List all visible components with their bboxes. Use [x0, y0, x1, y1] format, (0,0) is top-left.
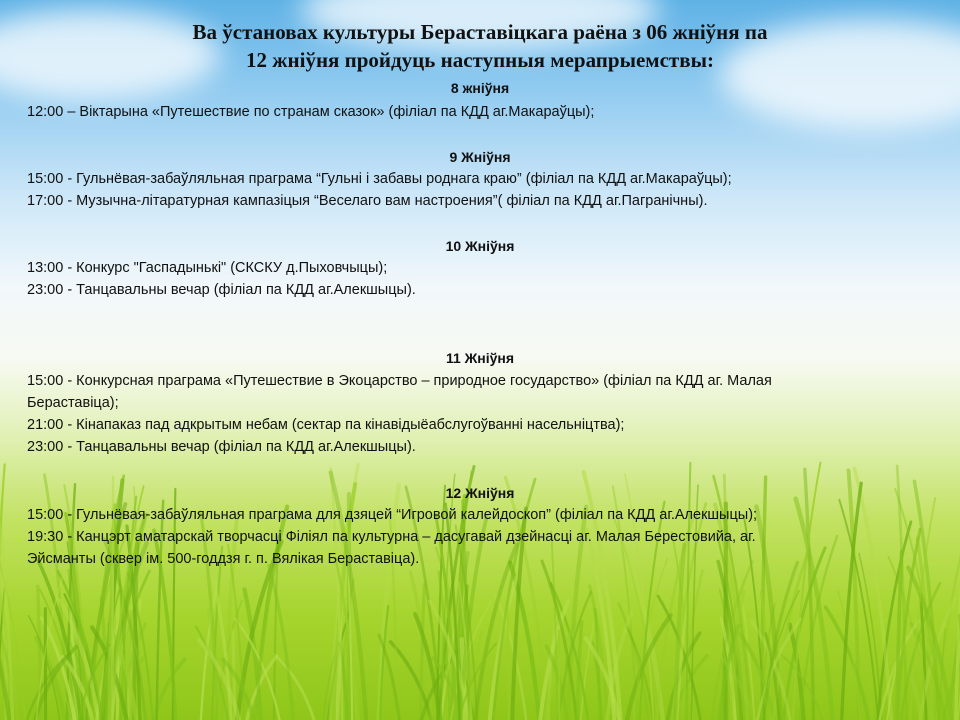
slide-title-line-2: 12 жніўня пройдуць наступныя мерапрыемствы:	[246, 48, 714, 72]
event-line: 15:00 - Гульнёвая-забаўляльная праграма “Гульні і забавы роднага краю” (філіал па КДД аг.Макараўцы);	[27, 171, 732, 187]
event-line: 13:00 - Конкурс "Гаспадынькі" (СКСКУ д.Пыховчыцы);	[27, 260, 388, 276]
slide-title-line-1: Ва ўстановах культуры Бераставіцкага раёна з 06 жніўня па	[192, 20, 768, 44]
day-heading: 10 Жніўня	[445, 238, 515, 254]
event-line: 23:00 - Танцавальны вечар (філіал па КДД аг.Алекшыцы).	[27, 282, 416, 298]
event-line: 15:00 - Гульнёвая-забаўляльная праграма для дзяцей “Игровой калейдоскоп” (філіал па КДД аг.Алекшыцы);	[27, 507, 758, 523]
event-line: 23:00 - Танцавальны вечар (філіал па КДД аг.Алекшыцы).	[27, 439, 416, 455]
day-heading: 9 Жніўня	[449, 149, 511, 165]
day-heading: 8 жніўня	[450, 80, 510, 96]
event-line: 19:30 - Канцэрт аматарскай творчасці Філіял па культурна – дасугавай дзейнасці аг. Малая Берестовийа, аг.	[27, 529, 756, 545]
event-line: 15:00 - Конкурсная праграма «Путешествие в Экоцарство – природное государство» (філіал па КДД аг. Малая	[27, 373, 772, 389]
event-line: 17:00 - Музычна-літаратурная кампазіцыя “Веселаго вам настроения”( філіал па КДД аг.Пагранічны).	[27, 193, 708, 209]
day-heading: 11 Жніўня	[445, 350, 515, 366]
event-line: 12:00 – Віктарына «Путешествие по странам сказок» (філіал па КДД аг.Макараўцы);	[27, 104, 595, 120]
event-line: Эйсманты (сквер ім. 500-годдзя г. п. Вялікая Бераставіца).	[27, 551, 420, 567]
event-line: 21:00 - Кінапаказ пад адкрытым небам (сектар па кінавідыёабслугоўванні насельніцтва);	[27, 417, 625, 433]
event-line: Бераставіца);	[27, 395, 119, 411]
day-heading: 12 Жніўня	[445, 485, 515, 501]
